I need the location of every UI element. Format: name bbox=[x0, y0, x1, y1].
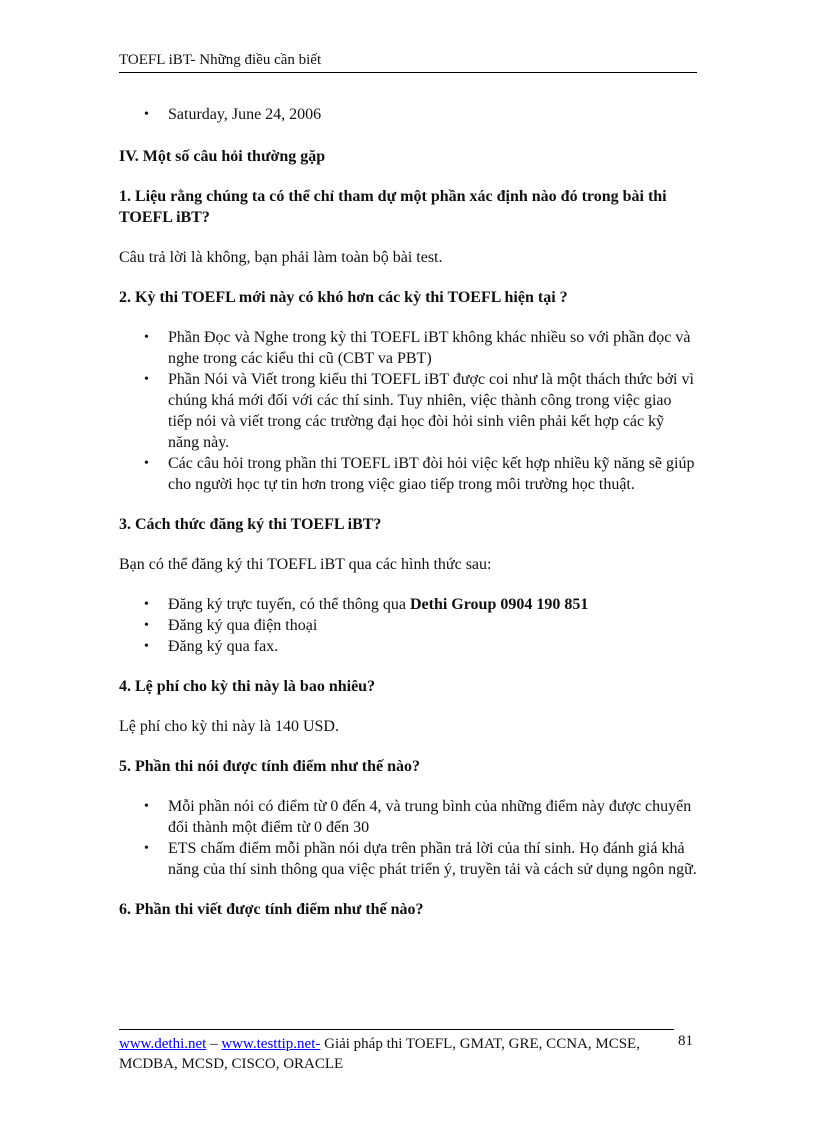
dethi-group-contact: Dethi Group 0904 190 851 bbox=[409, 596, 589, 613]
question-5-list bbox=[119, 796, 699, 880]
section-title: IV. Một số câu hỏi thường gặp bbox=[119, 148, 326, 165]
list-item: • Đăng ký qua điện thoại bbox=[119, 615, 699, 636]
list-item: • Saturday, June 24, 2006 bbox=[119, 104, 699, 125]
question-6-title: 6. Phần thi viết được tính điểm như thế nào? bbox=[119, 901, 424, 918]
list-item: • Mỗi phần nói có điểm từ 0 đến 4, và trung bình của những điểm này được chuyển đổi thành một điểm từ 0 đến 30 bbox=[119, 796, 699, 838]
question-1-answer: Câu trả lời là không, bạn phải làm toàn bộ bài test. bbox=[119, 249, 443, 266]
list-item: • Các câu hỏi trong phần thi TOEFL iBT đòi hỏi việc kết hợp nhiều kỹ năng sẽ giúp cho người học tự tin hơn trong việc giao tiếp trong môi trường học thuật. bbox=[119, 453, 699, 495]
question-3-intro: Bạn có thể đăng ký thi TOEFL iBT qua các hình thức sau: bbox=[119, 556, 492, 573]
header-title: TOEFL iBT- Những điều cần biết bbox=[119, 52, 322, 68]
question-4-title: 4. Lệ phí cho kỳ thi này là bao nhiêu? bbox=[119, 678, 376, 695]
page-footer bbox=[119, 1034, 649, 1074]
footer-separator: – bbox=[206, 1036, 222, 1052]
page-number: 81 bbox=[678, 1033, 693, 1049]
question-3-title: 3. Cách thức đăng ký thi TOEFL iBT? bbox=[119, 516, 382, 533]
question-5-title: 5. Phần thi nói được tính điểm như thế nào? bbox=[119, 758, 421, 775]
date-list bbox=[119, 104, 699, 125]
question-1-title: 1. Liệu rằng chúng ta có thể chỉ tham dự một phần xác định nào đó trong bài thi TOEFL iBT? bbox=[119, 188, 667, 226]
footer-divider bbox=[119, 1029, 674, 1030]
testtip-link[interactable]: www.testtip.net- bbox=[221, 1036, 321, 1052]
question-2-list bbox=[119, 327, 699, 495]
question-4-answer: Lệ phí cho kỳ thi này là 140 USD. bbox=[119, 718, 339, 735]
list-item: • Phần Đọc và Nghe trong kỳ thi TOEFL iBT không khác nhiều so với phần đọc và nghe trong các kiểu thi cũ (CBT va PBT) bbox=[119, 327, 699, 369]
question-2-title: 2. Kỳ thi TOEFL mới này có khó hơn các kỳ thi TOEFL hiện tại ? bbox=[119, 289, 568, 306]
page-header bbox=[119, 52, 697, 73]
footer-text: Giải pháp thi TOEFL, GMAT, GRE, CCNA, MCSE, MCDBA, MCSD, CISCO, ORACLE bbox=[119, 1036, 640, 1072]
list-item: • Đăng ký qua fax. bbox=[119, 636, 699, 657]
page-content bbox=[119, 104, 699, 920]
dethi-link[interactable]: www.dethi.net bbox=[119, 1036, 207, 1052]
list-item: • Phần Nói và Viết trong kiểu thi TOEFL iBT được coi như là một thách thức bởi vì chúng khá mới đối với các thí sinh. Tuy nhiên, việc thành công trong việc giao tiếp nói và viết trong các trường đại học đòi hỏi sinh viên phải kết hợp các kỹ năng này. bbox=[119, 369, 699, 453]
list-item-text: Đăng ký trực tuyến, có thể thông qua bbox=[168, 596, 410, 613]
list-item bbox=[119, 594, 699, 615]
question-3-list bbox=[119, 594, 699, 657]
list-item: • ETS chấm điểm mỗi phần nói dựa trên phần trả lời của thí sinh. Họ đánh giá khả năng của thí sinh thông qua việc phát triển ý, truyền tải và cách sử dụng ngôn ngữ. bbox=[119, 838, 699, 880]
